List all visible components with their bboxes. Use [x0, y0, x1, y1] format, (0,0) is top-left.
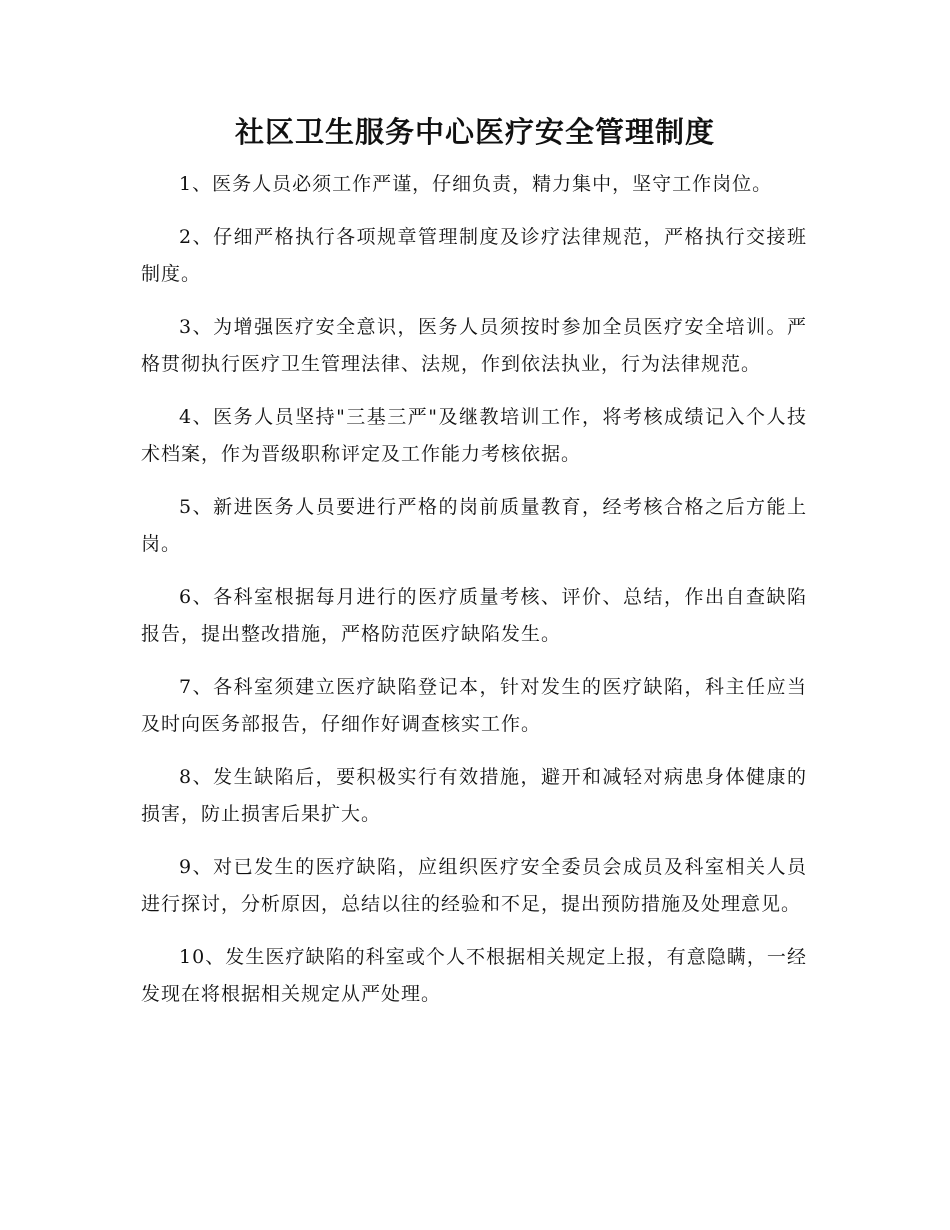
document-body: [141, 166, 807, 1029]
paragraph-3: 3、为增强医疗安全意识，医务人员须按时参加全员医疗安全培训。严格贯彻执行医疗卫生管理法律、法规，作到依法执业，行为法律规范。: [141, 316, 807, 375]
paragraph-7: 7、各科室须建立医疗缺陷登记本，针对发生的医疗缺陷，科主任应当及时向医务部报告，仔细作好调查核实工作。: [141, 676, 807, 735]
paragraph-10: 10、发生医疗缺陷的科室或个人不根据相关规定上报，有意隐瞒，一经发现在将根据相关规定从严处理。: [141, 946, 807, 1005]
paragraph-2: 2、仔细严格执行各项规章管理制度及诊疗法律规范，严格执行交接班制度。: [141, 226, 807, 285]
paragraph-6: 6、各科室根据每月进行的医疗质量考核、评价、总结，作出自查缺陷报告，提出整改措施，严格防范医疗缺陷发生。: [141, 586, 807, 645]
paragraph-5: 5、新进医务人员要进行严格的岗前质量教育，经考核合格之后方能上岗。: [141, 496, 807, 555]
paragraph-9: 9、对已发生的医疗缺陷，应组织医疗安全委员会成员及科室相关人员进行探讨，分析原因，总结以往的经验和不足，提出预防措施及处理意见。: [141, 856, 807, 915]
paragraph-8: 8、发生缺陷后，要积极实行有效措施，避开和减轻对病患身体健康的损害，防止损害后果扩大。: [141, 766, 807, 825]
paragraph-4: 4、医务人员坚持"三基三严"及继教培训工作，将考核成绩记入个人技术档案，作为晋级职称评定及工作能力考核依据。: [141, 406, 807, 465]
document-title: 社区卫生服务中心医疗安全管理制度: [234, 115, 715, 149]
paragraph-1: 1、医务人员必须工作严谨，仔细负责，精力集中，坚守工作岗位。: [179, 173, 773, 195]
